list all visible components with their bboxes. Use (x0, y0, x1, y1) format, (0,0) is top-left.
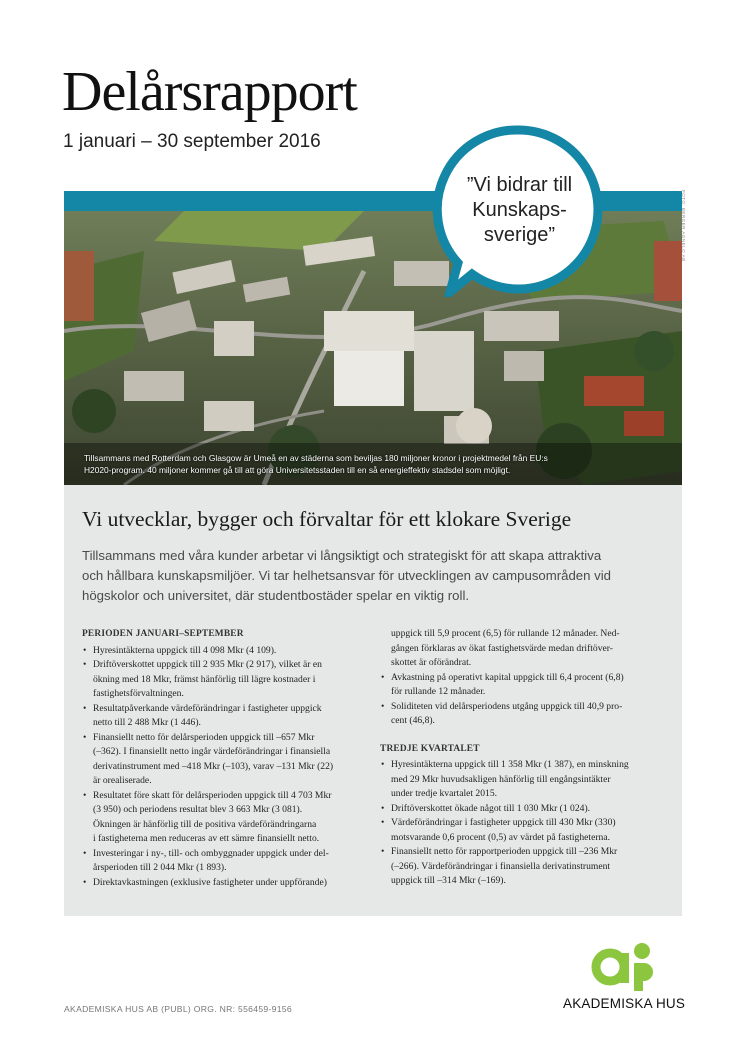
text-line: uppgick till –314 Mkr (–169). (391, 875, 506, 886)
text-line: • Investeringar i ny-, till- och ombyggnader uppgick under del- (93, 847, 329, 859)
text-line: gången förklaras av ökat fastighetsvärde medan driftöver- (391, 642, 613, 654)
bullet-item (82, 644, 367, 659)
text-line: • Driftöverskottet uppgick till 2 935 Mkr (2 917), vilket är en (93, 659, 322, 670)
bullet-item (380, 802, 665, 817)
bullet-item (82, 731, 367, 789)
photo-caption-line: Tillsammans med Rotterdam och Glasgow är Umeå en av städerna som beviljas 180 miljoner kronor i projektmedel från EU:s (84, 453, 548, 463)
text-line: derivatinstrument med –418 Mkr (–103), varav –131 Mkr (22) (93, 760, 334, 772)
bullet-item (82, 847, 367, 876)
text-line: • Avkastning på operativt kapital uppgick till 6,4 procent (6,8) (391, 671, 624, 683)
text-line: motsvarande 0,6 procent (0,5) av värdet på fastigheterna. (391, 831, 610, 843)
bullet-item (82, 876, 367, 891)
text-line: (3 950) och periodens resultat blev 3 663 Mkr (3 081). (93, 804, 303, 815)
bullet-item (82, 789, 367, 847)
intro-line: och hållbara kunskapsmiljöer. Vi tar helhetsansvar för utvecklingen av campusområden vid (82, 568, 611, 583)
text-line: • Hyresintäkterna uppgick till 4 098 Mkr (4 109). (93, 644, 277, 656)
text-line: • Resultatet före skatt för delårsperioden uppgick till 4 703 Mkr (93, 789, 332, 801)
text-line: med 29 Mkr huvudsakligen hänförlig till engångsintäkter (391, 773, 611, 785)
text-line: (–266). Värdeförändringar i finansiella derivatinstrument (391, 860, 611, 872)
text-line: Ökningen är hänförlig till de positiva värdeförändringarna (93, 818, 317, 830)
bullet-item (380, 758, 665, 802)
akademiska-hus-logo-icon (590, 941, 660, 991)
bullet-item (380, 816, 665, 845)
bullet-item (380, 845, 665, 889)
quarter-column (380, 627, 665, 889)
text-line: under tredje kvartalet 2015. (391, 788, 498, 799)
text-line: • Värdeförändringar i fastigheter uppgick till 430 Mkr (330) (391, 817, 616, 828)
text-line: • Finansiellt netto för rapportperioden uppgick till –236 Mkr (391, 846, 618, 857)
photo-caption-line: H2020-program. 40 miljoner kommer gå till att göra Universitetsstaden till en så energieffektiv stadsdel som möjligt. (84, 465, 511, 475)
bullet-item (82, 658, 367, 702)
bullet-item (380, 671, 665, 700)
quote-line: Kunskaps- (472, 199, 567, 221)
quote-line: ”Vi bidrar till (466, 174, 573, 196)
intro-line: Tillsammans med våra kunder arbetar vi långsiktigt och strategiskt för att skapa attraktiva (82, 548, 602, 563)
period-heading: PERIODEN JANUARI–SEPTEMBER (82, 629, 244, 639)
report-title: Delårsrapport (62, 61, 357, 123)
report-period: 1 januari – 30 september 2016 (63, 131, 321, 152)
text-line: uppgick till 5,9 procent (6,5) för rullande 12 månader. Ned- (391, 628, 620, 639)
panel-intro (82, 546, 662, 606)
bullet-continuation (380, 627, 665, 671)
text-line: • Soliditeten vid delårsperiodens utgång uppgick till 40,9 pro- (391, 700, 623, 712)
text-line: fastighetsförvaltningen. (93, 688, 184, 699)
panel-headline: Vi utvecklar, bygger och förvaltar för ett klokare Sverige (82, 507, 572, 531)
bullet-item (82, 702, 367, 731)
org-number-footer: AKADEMISKA HUS AB (PUBL) ORG. NR: 556459-9156 (64, 1004, 292, 1014)
text-line: • Driftöverskottet ökade något till 1 030 Mkr (1 024). (391, 802, 591, 814)
text-line: ökning med 18 Mkr, främst hänförlig till lägre kostnader i (93, 673, 316, 685)
text-line: skottet är oförändrat. (391, 657, 472, 668)
photo-credit: FOTO: BERGER AGNELO AB (681, 190, 686, 262)
text-line: • Finansiellt netto för delårsperioden uppgick till –657 Mkr (93, 731, 315, 743)
text-line: • Direktavkastningen (exklusive fastigheter under uppförande) (93, 876, 327, 888)
text-line: i fastigheterna men reduceras av ett sämre finansiellt netto. (93, 833, 320, 844)
text-line: årsperioden till 2 044 Mkr (1 893). (93, 862, 227, 873)
text-line: för rullande 12 månader. (391, 686, 486, 697)
text-line: (–362). I finansiellt netto ingår värdeförändringar i finansiella (93, 746, 331, 757)
text-line: cent (46,8). (391, 715, 435, 726)
quarter-heading: TREDJE KVARTALET (380, 743, 480, 754)
intro-line: högskolor och universitet, där studentbostäder spelar en viktig roll. (82, 588, 470, 603)
text-line: • Resultatpåverkande värdeförändringar i fastigheter uppgick (93, 702, 322, 714)
text-line: netto till 2 488 Mkr (1 446). (93, 717, 201, 728)
bullet-item (380, 700, 665, 729)
logo-wordmark: AKADEMISKA HUS (563, 996, 686, 1011)
text-line: är orealiserade. (93, 775, 152, 786)
period-column (82, 627, 367, 890)
quote-line: sverige” (483, 224, 556, 246)
photo-caption (84, 452, 664, 476)
text-line: • Hyresintäkterna uppgick till 1 358 Mkr (1 387), en minskning (391, 759, 629, 770)
speech-bubble-quote (432, 173, 607, 248)
